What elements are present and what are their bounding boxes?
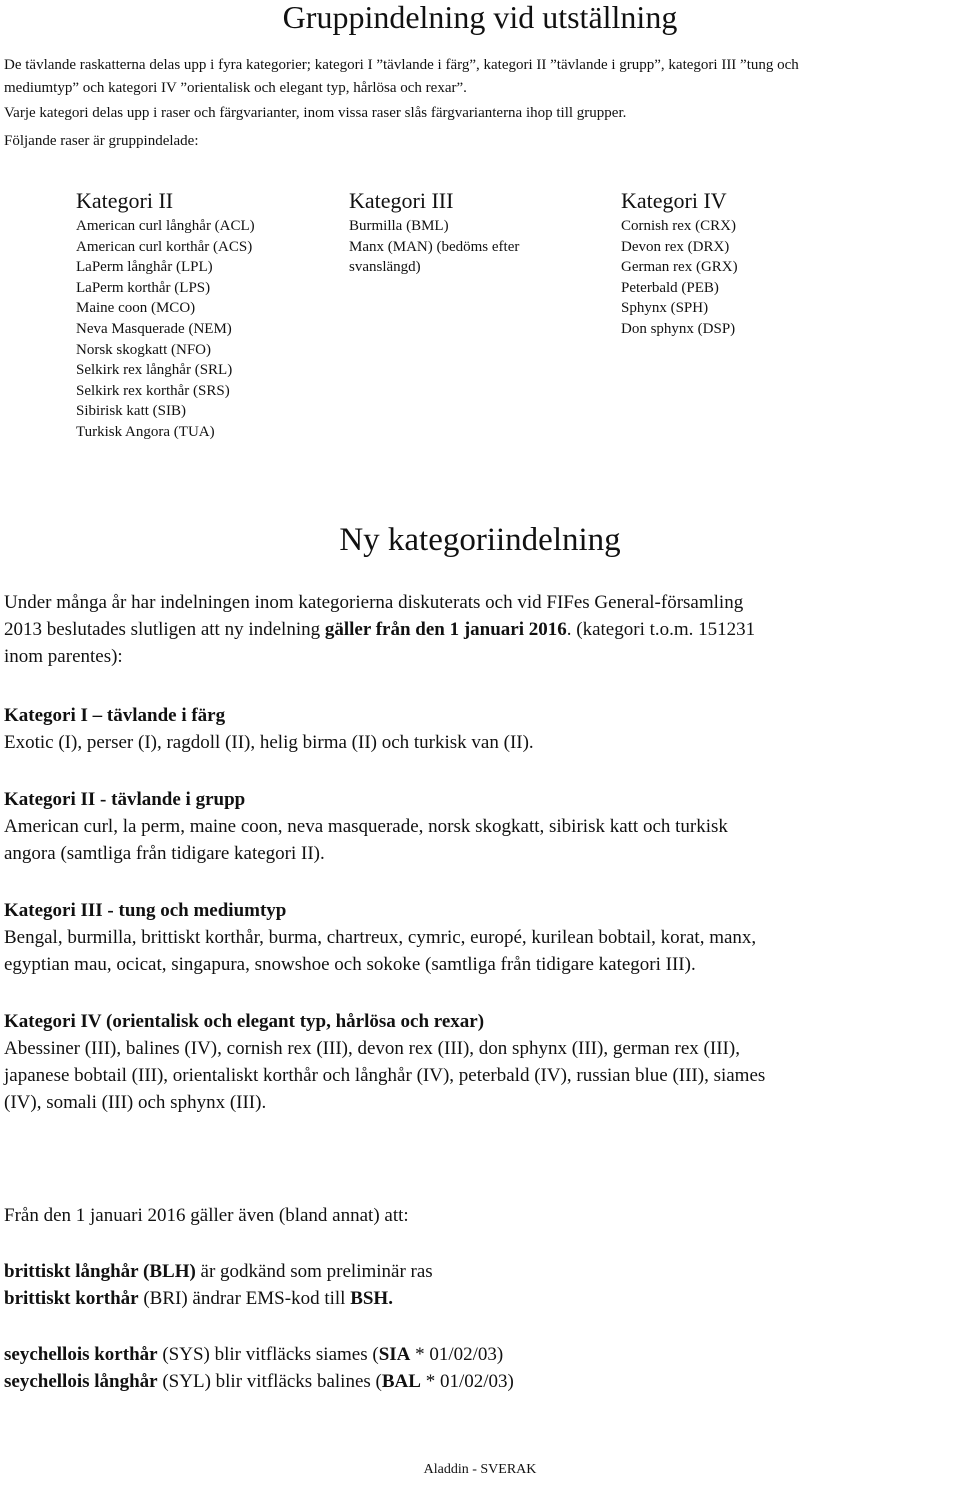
- breed-item: Sphynx (SPH): [621, 300, 709, 317]
- page-title: Gruppindelning vid utställning: [282, 0, 678, 35]
- breed-item: American curl korthår (ACS): [76, 238, 253, 255]
- breed-item: Maine coon (MCO): [76, 300, 196, 317]
- category-iii-block: [4, 897, 956, 978]
- category-heading: Kategori III: [349, 188, 454, 213]
- category-column-iv: [621, 186, 738, 340]
- breed-list: [621, 216, 738, 340]
- british-changes: [4, 1258, 956, 1312]
- breed-item: Peterbald (PEB): [621, 279, 719, 296]
- intro-paragraph-1: [4, 54, 960, 100]
- category-iv-text: (IV), somali (III) och sphynx (III).: [4, 1092, 267, 1113]
- breed-item: svanslängd): [349, 259, 421, 276]
- category-heading: Kategori II: [76, 188, 174, 213]
- breed-item: Cornish rex (CRX): [621, 218, 736, 234]
- from-2016-intro: Från den 1 januari 2016 gäller även (bland annat) att:: [4, 1205, 409, 1226]
- seychellois-changes: [4, 1341, 956, 1395]
- category-i-block: [4, 702, 956, 756]
- category-column-iii: [349, 186, 519, 278]
- breed-item: Devon rex (DRX): [621, 238, 730, 255]
- effective-date: gäller från den 1 januari 2016: [324, 619, 567, 640]
- category-iv-text: Abessiner (III), balines (IV), cornish rex (III), devon rex (III), don sphynx (III), german rex (III),: [4, 1038, 740, 1059]
- sys-line: seychellois korthår (SYS) blir vitfläcks siames (SIA * 01/02/03): [4, 1344, 504, 1365]
- category-iv-heading: Kategori IV (orientalisk och elegant typ, hårlösa och rexar): [4, 1011, 485, 1032]
- category-iv-block: [4, 1008, 956, 1116]
- category-ii-block: [4, 786, 956, 867]
- breed-item: Selkirk rex långhår (SRL): [76, 362, 233, 379]
- breed-list: [76, 216, 255, 443]
- category-ii-text: American curl, la perm, maine coon, neva masquerade, norsk skogkatt, sibirisk katt och turkisk: [4, 816, 728, 837]
- breed-item: Don sphynx (DSP): [621, 320, 736, 337]
- category-iv-text: japanese bobtail (III), orientaliskt korthår och långhår (IV), peterbald (IV), russian blue (III), siames: [4, 1065, 766, 1086]
- category-i-heading: Kategori I – tävlande i färg: [4, 705, 226, 726]
- blh-line: brittiskt långhår (BLH) är godkänd som preliminär ras: [4, 1261, 433, 1282]
- category-heading: Kategori IV: [621, 188, 727, 213]
- breed-item: Sibirisk katt (SIB): [76, 403, 187, 420]
- intro-p1-line2: mediumtyp” och kategori IV ”orientalisk och elegant typ, hårlösa och rexar”.: [4, 80, 467, 96]
- intro-line: Under många år har indelningen inom kategorierna diskuterats och vid FIFes General-församling: [4, 592, 744, 613]
- category-ii-heading: Kategori II - tävlande i grupp: [4, 789, 246, 810]
- breed-list: [349, 216, 519, 278]
- category-ii-text: angora (samtliga från tidigare kategori II).: [4, 843, 325, 864]
- category-iii-heading: Kategori III - tung och mediumtyp: [4, 900, 287, 921]
- breed-item: LaPerm långhår (LPL): [76, 259, 213, 276]
- intro-paragraph-2: Varje kategori delas upp i raser och färgvarianter, inom vissa raser slås färgvarianterna ihop till grupper.: [4, 105, 627, 121]
- bri-line: brittiskt korthår (BRI) ändrar EMS-kod till BSH.: [4, 1288, 393, 1309]
- intro-paragraph-3: Följande raser är gruppindelade:: [4, 133, 199, 149]
- intro-line: 2013 beslutades slutligen att ny indelning gäller från den 1 januari 2016. (kategori t.o.m. 151231: [4, 619, 756, 640]
- new-section-intro: [4, 589, 956, 670]
- breed-item: Neva Masquerade (NEM): [76, 320, 232, 337]
- breed-item: Turkisk Angora (TUA): [76, 423, 215, 440]
- breed-item: Norsk skogkatt (NFO): [76, 341, 211, 358]
- section-heading: Ny kategoriindelning: [339, 522, 621, 558]
- intro-line: inom parentes):: [4, 646, 123, 667]
- breed-item: LaPerm korthår (LPS): [76, 279, 211, 296]
- breed-item: Burmilla (BML): [349, 218, 449, 234]
- page-footer: Aladdin - SVERAK: [423, 1462, 537, 1477]
- syl-line: seychellois långhår (SYL) blir vitfläcks balines (BAL * 01/02/03): [4, 1371, 514, 1392]
- breed-item: Manx (MAN) (bedöms efter: [349, 238, 520, 255]
- category-i-text: Exotic (I), perser (I), ragdoll (II), helig birma (II) och turkisk van (II).: [4, 732, 534, 753]
- category-column-ii: [76, 186, 255, 443]
- breed-item: American curl långhår (ACL): [76, 218, 255, 234]
- category-iii-text: egyptian mau, ocicat, singapura, snowshoe och sokoke (samtliga från tidigare kategori III).: [4, 954, 696, 975]
- breed-item: Selkirk rex korthår (SRS): [76, 382, 230, 399]
- breed-item: German rex (GRX): [621, 259, 738, 276]
- category-iii-text: Bengal, burmilla, brittiskt korthår, burma, chartreux, cymric, europé, kurilean bobtail, korat, manx,: [4, 927, 757, 948]
- intro-p1-line1: De tävlande raskatterna delas upp i fyra kategorier; kategori I ”tävlande i färg”, kategori II ”tävlande i grupp”, kategori III ”tung och: [4, 57, 799, 73]
